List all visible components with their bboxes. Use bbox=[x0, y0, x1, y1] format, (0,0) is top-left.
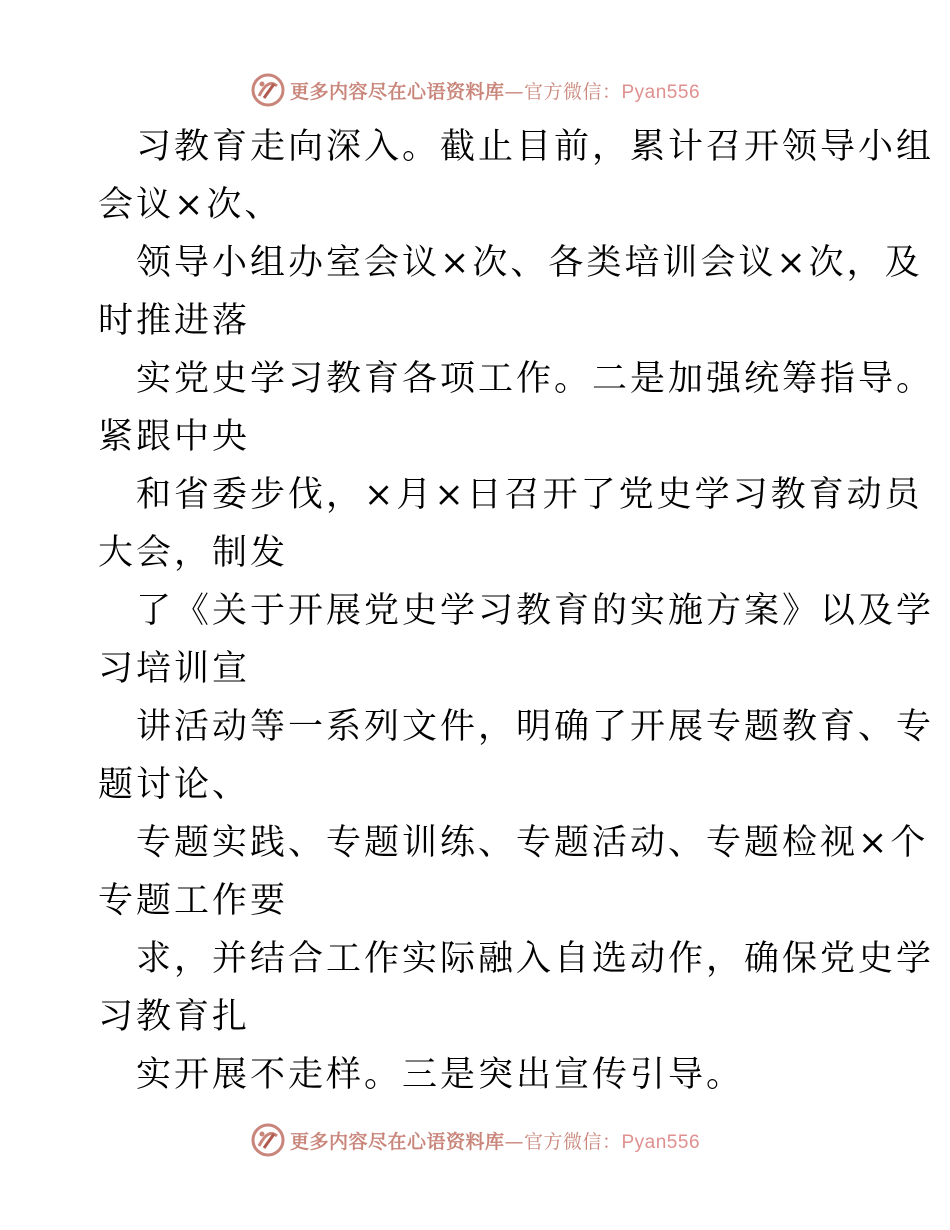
watermark-text bbox=[290, 77, 700, 104]
document-body bbox=[98, 118, 935, 1104]
header-watermark bbox=[0, 70, 950, 110]
paragraph-line: 求，并结合工作实际融入自选动作，确保党史学 bbox=[136, 939, 935, 979]
paragraph-line: 紧跟中央 bbox=[98, 417, 251, 457]
paragraph-4 bbox=[98, 466, 923, 582]
seal-logo-icon bbox=[250, 1122, 286, 1158]
watermark-id: Pyan556 bbox=[621, 1131, 701, 1153]
paragraph-line: 习教育扎 bbox=[98, 997, 251, 1037]
paragraph-line: 专题工作要 bbox=[98, 881, 289, 921]
paragraph-line: 实开展不走样。三是突出宣传引导。 bbox=[136, 1055, 745, 1095]
paragraph-line: 题讨论、 bbox=[98, 765, 251, 805]
paragraph-line: 实党史学习教育各项工作。二是加强统筹指导。 bbox=[136, 359, 935, 399]
watermark-separator: — bbox=[504, 80, 524, 103]
paragraph-2 bbox=[98, 234, 923, 350]
watermark-official: 官方微信： bbox=[523, 80, 622, 103]
paragraph-line: 了《关于开展党史学习教育的实施方案》以及学 bbox=[136, 591, 935, 631]
paragraph-1 bbox=[98, 118, 935, 234]
watermark-brand: 更多内容尽在心语资料库 bbox=[289, 1130, 505, 1153]
watermark-id: Pyan556 bbox=[621, 81, 701, 103]
paragraph-line: 习培训宣 bbox=[98, 649, 251, 689]
paragraph-line: 会议×次、 bbox=[98, 185, 283, 225]
watermark-text bbox=[290, 1127, 700, 1154]
paragraph-line: 大会，制发 bbox=[98, 533, 289, 573]
watermark-separator: — bbox=[504, 1130, 524, 1153]
paragraph-line: 时推进落 bbox=[98, 301, 251, 341]
paragraph-line: 和省委步伐，×月×日召开了党史学习教育动员 bbox=[136, 475, 923, 515]
paragraph-6 bbox=[98, 698, 935, 814]
footer-watermark bbox=[0, 1120, 950, 1160]
paragraph-line: 讲活动等一系列文件，明确了开展专题教育、专 bbox=[136, 707, 935, 747]
watermark-brand: 更多内容尽在心语资料库 bbox=[289, 80, 505, 103]
watermark-official: 官方微信： bbox=[523, 1130, 622, 1153]
paragraph-8 bbox=[98, 930, 935, 1046]
paragraph-9 bbox=[98, 1046, 858, 1104]
paragraph-3 bbox=[98, 350, 935, 466]
paragraph-line: 专题实践、专题训练、专题活动、专题检视×个 bbox=[136, 823, 929, 863]
paragraph-line: 习教育走向深入。截止目前，累计召开领导小组 bbox=[136, 127, 935, 167]
seal-logo-icon bbox=[250, 72, 286, 108]
paragraph-7 bbox=[98, 814, 929, 930]
paragraph-line: 领导小组办室会议×次、各类培训会议×次，及 bbox=[136, 243, 923, 283]
paragraph-5 bbox=[98, 582, 935, 698]
